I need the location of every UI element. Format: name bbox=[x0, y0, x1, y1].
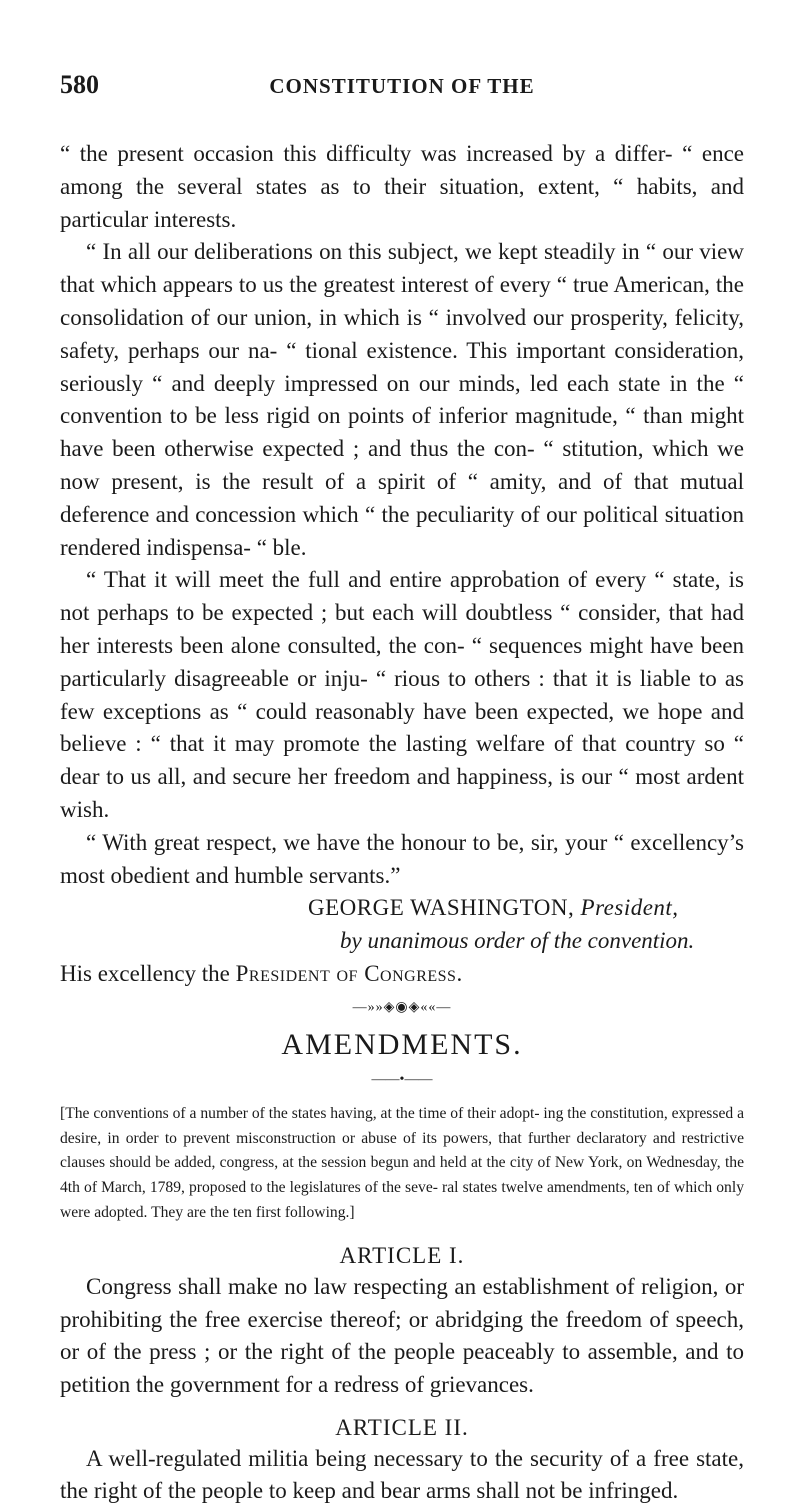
editorial-note: [The conventions of a number of the states having, at the time of their adopt- ing the constitution, expressed a desire, in order to prevent misconstruction or abuse of its powers, that further declaratory and restrictive clauses should be added, congress, at the session begun and held at the city of New York, on Wednesday, the 4th of March, 1789, proposed to the legislatures of the seve- ral states twelve amendments, ten of which only were adopted. They are the ten first following.] bbox=[60, 1104, 744, 1221]
article-1 bbox=[60, 1241, 744, 1401]
letter-paragraph: “ the present occasion this difficulty was increased by a differ- “ ence among the several states as to their situation, extent, “ habits, and particular interests. bbox=[60, 141, 744, 232]
letter-paragraph: “ In all our deliberations on this subject, we kept steadily in “ our view that which appears to us the greatest interest of every “ true American, the consolidation of our union, in which is “ involved our prosperity, felicity, safety, perhaps our na- “ tional existence. This important consideration, seriously “ and deeply impressed on our minds, led each state in the “ convention to be less rigid on points of inferior magnitude, “ than might have been otherwise expected ; and thus the con- “ stitution, which we now present, is the result of a spirit of “ amity, and of that mutual deference and concession which “ the peculiarity of our political situation rendered indispensa- “ ble. bbox=[60, 239, 744, 560]
article-text: Congress shall make no law respecting an establishment of religion, or prohibiting the free exercise thereof; or abridging the freedom of speech, or of the press ; or the right of the people peaceably to assemble, and to petition the government for a redress of grievances. bbox=[60, 1274, 744, 1397]
page-header bbox=[60, 70, 744, 114]
letter-paragraph: “ That it will meet the full and entire approbation of every “ state, is not perhaps to be expected ; but each will doubtless “ consider, that had her interests been alone consulted, the con- “ sequences might have been particularly disagreeable or inju- “ rious to others : that it is liable to as few exceptions as “ could reasonably have been expected, we hope and believe : “ that it may promote the lasting welfare of that country so “ dear to us all, and secure her freedom and happiness, is our “ most ardent wish. bbox=[60, 567, 744, 822]
rule-divider: ——•—— bbox=[371, 1071, 433, 1087]
page-number: 580 bbox=[60, 70, 99, 99]
section-title: AMENDMENTS. bbox=[281, 1027, 523, 1061]
letter-body bbox=[60, 138, 744, 892]
signatory-title: President, bbox=[580, 895, 679, 921]
ornament-divider: —»»◈◉◈««— bbox=[352, 999, 452, 1015]
signature-block bbox=[60, 892, 744, 990]
article-heading: ARTICLE II. bbox=[335, 1414, 469, 1440]
recipient-name: President of Congress. bbox=[235, 960, 463, 986]
signatory-subtitle: by unanimous order of the convention. bbox=[340, 928, 695, 954]
article-2 bbox=[60, 1413, 744, 1508]
running-head: CONSTITUTION OF THE bbox=[269, 74, 535, 98]
signatory-name: GEORGE WASHINGTON, bbox=[308, 895, 575, 921]
recipient-prefix: His excellency the bbox=[60, 960, 230, 986]
signature-line bbox=[60, 892, 744, 925]
article-text: A well-regulated militia being necessary to the security of a free state, the right of the people to keep and bear arms shall not be infringed. bbox=[60, 1445, 744, 1504]
article-heading: ARTICLE I. bbox=[339, 1243, 465, 1269]
letter-paragraph: “ With great respect, we have the honour to be, sir, your “ excellency’s most obedient and humble servants.” bbox=[60, 829, 744, 888]
letter-recipient bbox=[60, 958, 744, 991]
